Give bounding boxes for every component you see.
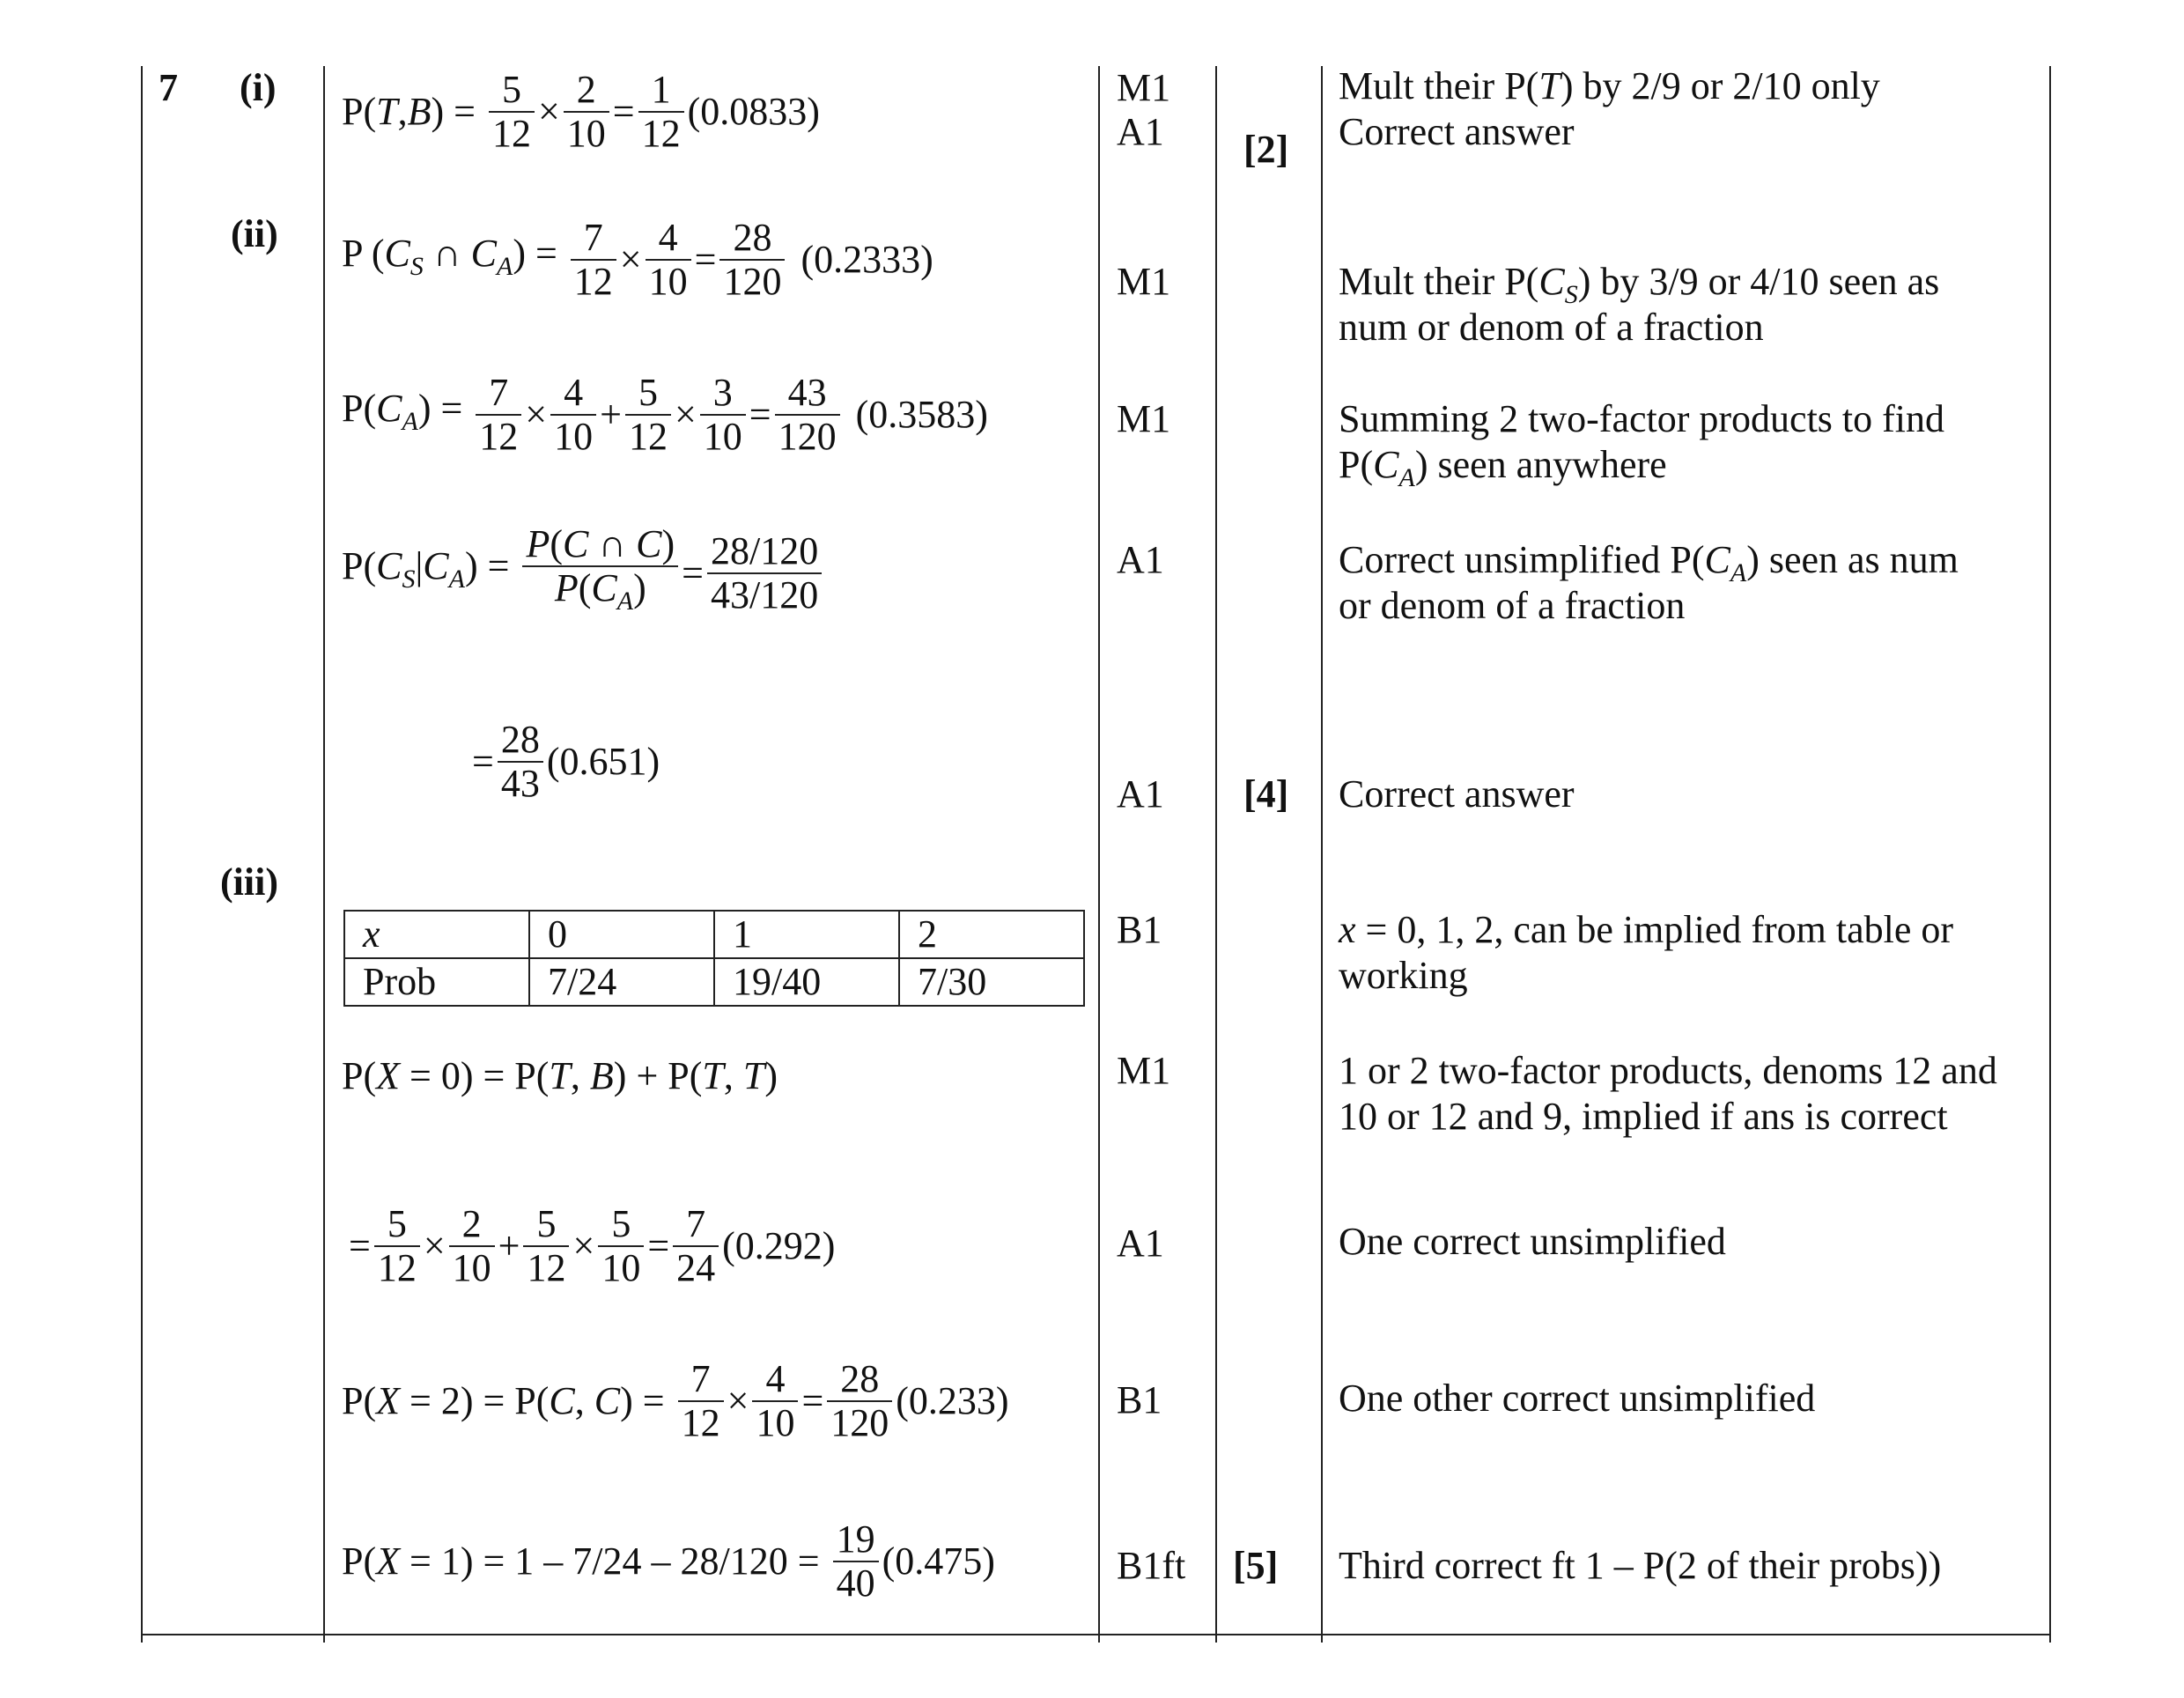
total-i: [2] xyxy=(1243,128,1289,171)
answer-ii-intersection: P ($C_S$ ∩ $C_A$) = $\frac{7}{12}$ × $\frac{4}{10}$ = $\frac{28}{120}$ (0.2333) xyxy=(342,216,933,303)
fraction: $\frac{5}{12}$ xyxy=(523,1203,569,1289)
fraction: $\frac{5}{10}$ xyxy=(598,1203,644,1289)
probability-table xyxy=(343,910,1085,1007)
fraction: $\frac{7}{24}$ xyxy=(673,1203,719,1289)
mark-ii-3: A1 xyxy=(1117,538,1164,581)
guidance-iii-3: One correct unsimplified xyxy=(1339,1220,1726,1263)
guidance-iii-2a: 1 or 2 two-factor products, denoms 12 and xyxy=(1339,1049,1997,1092)
guidance-iii-1a: x = 0, 1, 2, can be implied from table or xyxy=(1339,908,1954,951)
mark-iii-5: B1ft xyxy=(1117,1544,1186,1587)
total-iii: [5] xyxy=(1233,1544,1279,1587)
fraction: $\frac{43}{120}$ xyxy=(775,372,840,458)
bottom-border xyxy=(141,1634,2051,1635)
guidance-ii-1c: num or denom of a fraction xyxy=(1339,306,1764,349)
fraction: $\frac{4}{10}$ xyxy=(752,1358,798,1444)
answer-iii-px0-calc: = $\frac{5}{12}$ × $\frac{2}{10}$ + $\frac{5}{12}$ × $\frac{5}{10}$ = $\frac{7}{24}$ (0.292) xyxy=(349,1202,836,1289)
answer-ii-result: = $\frac{28}{43}$ (0.651) xyxy=(472,718,660,805)
mark-i-m1: M1 xyxy=(1117,66,1171,109)
fraction: $\frac{2}{10}$ xyxy=(449,1203,495,1289)
part-ii-label: (ii) xyxy=(231,212,278,255)
mark-ii-1: M1 xyxy=(1117,260,1171,303)
table-row xyxy=(344,958,1084,1006)
table-row xyxy=(344,911,1084,958)
fraction: $\frac{7}{12}$ xyxy=(571,217,616,303)
left-border xyxy=(141,66,143,189)
guidance-i-2: Correct answer xyxy=(1339,110,1575,153)
answer-iii-px1: P(X = 1) = 1 – 7/24 – 28/120 = $\frac{19}{40}$ (0.475) xyxy=(342,1517,995,1605)
fraction: $\frac{P(C \cap C)}{P(C_A)}$ xyxy=(522,523,678,623)
table-cell: 7/24 xyxy=(529,958,714,1006)
table-cell: x xyxy=(344,911,529,958)
answer-ii-p-ca: $P(C_A)$ = $\frac{7}{12}$ × $\frac{4}{10}$ + $\frac{5}{12}$ × $\frac{3}{10}$ = $\frac{43}{120}$ (0.3583) xyxy=(342,371,988,458)
table-cell: 7/30 xyxy=(899,958,1084,1006)
fraction: $\frac{7}{12}$ xyxy=(678,1358,724,1444)
fraction: $\frac{19}{40}$ xyxy=(833,1518,879,1605)
mark-iii-2: M1 xyxy=(1117,1049,1171,1092)
fraction: $\frac{2}{10}$ xyxy=(564,69,609,155)
mark-ii-2: M1 xyxy=(1117,397,1171,440)
fraction: $\frac{5}{12}$ xyxy=(625,372,671,458)
column-divider-marks xyxy=(1098,66,1100,1643)
column-divider-total xyxy=(1215,66,1217,1643)
mark-iii-1: B1 xyxy=(1117,908,1162,951)
guidance-ii-3a: Correct unsimplified $P(C_A)$ seen as num xyxy=(1339,538,1959,587)
total-ii: [4] xyxy=(1243,772,1289,816)
table-cell: 2 xyxy=(899,911,1084,958)
column-divider-answer xyxy=(323,66,325,1643)
table-cell: Prob xyxy=(344,958,529,1006)
guidance-i-1: Mult their P(T) by 2/9 or 2/10 only xyxy=(1339,64,1880,107)
fraction: $\frac{4}{10}$ xyxy=(550,372,596,458)
part-iii-label: (iii) xyxy=(220,860,278,904)
fraction: $\frac{4}{10}$ xyxy=(646,217,691,303)
table-cell: 1 xyxy=(714,911,899,958)
fraction: $\frac{5}{12}$ xyxy=(489,69,535,155)
guidance-iii-4: One other correct unsimplified xyxy=(1339,1377,1816,1420)
fraction: $\frac{7}{12}$ xyxy=(476,372,521,458)
guidance-ii-4: Correct answer xyxy=(1339,772,1575,816)
fraction: $\frac{3}{10}$ xyxy=(700,372,746,458)
answer-iii-px0: P(X = 0) = P(T, B) + P(T, T) xyxy=(342,1054,778,1097)
table-cell: 19/40 xyxy=(714,958,899,1006)
answer-i: P(T,B) = $\frac{5}{12}$ × $\frac{2}{10}$ = $\frac{1}{12}$ (0.0833) xyxy=(342,68,820,155)
table-cell: 0 xyxy=(529,911,714,958)
fraction: $\frac{28}{43}$ xyxy=(498,719,543,805)
guidance-ii-2b: $P(C_A)$ seen anywhere xyxy=(1339,443,1667,492)
answer-iii-px2: P(X = 2) = P(C, C) = $\frac{7}{12}$ × $\frac{4}{10}$ = $\frac{28}{120}$ (0.233) xyxy=(342,1357,1009,1444)
mark-iii-3: A1 xyxy=(1117,1222,1164,1265)
part-i-label: (i) xyxy=(240,66,277,109)
guidance-ii-2a: Summing 2 two-factor products to find xyxy=(1339,397,1945,440)
guidance-iii-2b: 10 or 12 and 9, implied if ans is correct xyxy=(1339,1095,1948,1138)
guidance-iii-5: Third correct ft 1 – P(2 of their probs)) xyxy=(1339,1544,1942,1587)
guidance-ii-1: Mult their $P(C_S)$ by 3/9 or 4/10 seen as xyxy=(1339,260,1940,309)
right-border xyxy=(2049,66,2051,1643)
mark-iii-4: B1 xyxy=(1117,1378,1162,1421)
fraction: $\frac{5}{12}$ xyxy=(374,1203,420,1289)
column-divider-guidance xyxy=(1321,66,1323,1643)
left-border-lower xyxy=(141,189,143,1643)
fraction: $\frac{1}{12}$ xyxy=(638,69,684,155)
answer-ii-conditional: $P(C_S|C_A)$ = $\frac{P(C \cap C)}{P(C_A)}$ = $\frac{28/120}{43/120}$ xyxy=(342,523,825,623)
mark-i-a1: A1 xyxy=(1117,110,1164,153)
fraction: $\frac{28}{120}$ xyxy=(827,1358,892,1444)
question-number: 7 xyxy=(159,66,178,109)
guidance-iii-1b: working xyxy=(1339,954,1468,997)
fraction: $\frac{28}{120}$ xyxy=(719,217,785,303)
fraction: $\frac{28/120}{43/120}$ xyxy=(707,530,822,616)
mark-ii-4: A1 xyxy=(1117,772,1164,816)
guidance-ii-3b: or denom of a fraction xyxy=(1339,584,1686,627)
